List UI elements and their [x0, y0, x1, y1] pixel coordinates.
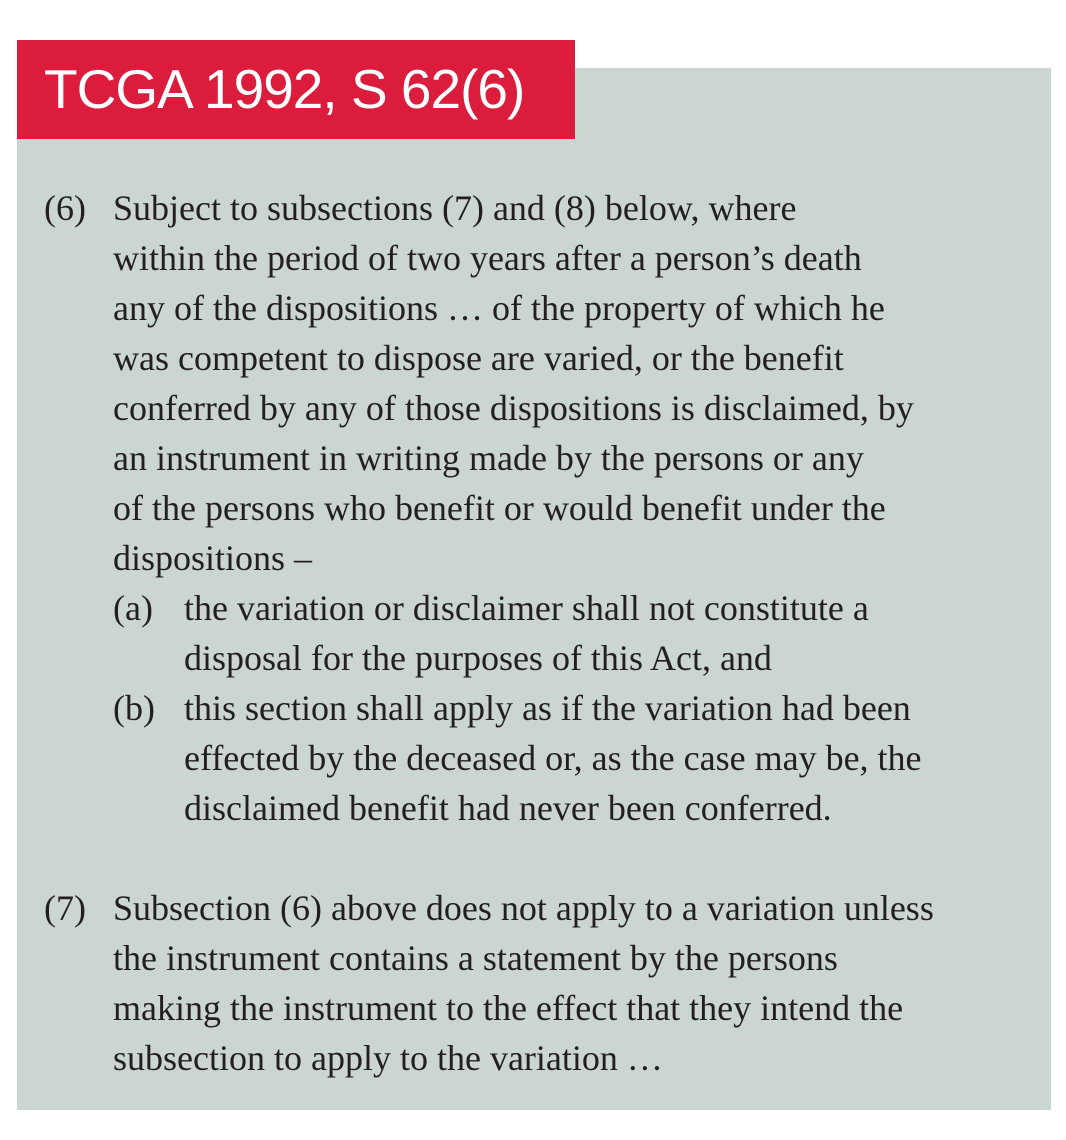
subsection-6-line: conferred by any of those dispositions is disclaimed, by	[113, 388, 914, 428]
subsection-6-line: any of the dispositions … of the property of which he	[113, 288, 885, 328]
subsection-6-line: of the persons who benefit or would benefit under the	[113, 488, 886, 528]
item-a-line: disposal for the purposes of this Act, and	[184, 638, 772, 678]
item-b-line: effected by the deceased or, as the case may be, the	[184, 738, 922, 778]
page-title: TCGA 1992, S 62(6)	[44, 58, 525, 120]
item-b-label: (b)	[113, 688, 155, 728]
subsection-7-line: making the instrument to the effect that they intend the	[113, 988, 904, 1028]
subsection-7-number: (7)	[44, 888, 86, 928]
subsection-6-line: within the period of two years after a person’s death	[113, 238, 862, 278]
subsection-6-line: an instrument in writing made by the persons or any	[113, 438, 864, 478]
title-banner	[17, 40, 575, 139]
item-b-line: this section shall apply as if the variation had been	[184, 688, 911, 728]
item-b-line: disclaimed benefit had never been conferred.	[184, 788, 832, 828]
subsection-7-line: subsection to apply to the variation …	[113, 1038, 663, 1078]
item-a-label: (a)	[113, 588, 153, 628]
item-a-line: the variation or disclaimer shall not constitute a	[184, 588, 869, 628]
subsection-6-line: Subject to subsections (7) and (8) below, where	[113, 188, 797, 228]
subsection-7-line: Subsection (6) above does not apply to a variation unless	[113, 888, 934, 928]
subsection-6-line: dispositions –	[113, 538, 313, 578]
subsection-6-number: (6)	[44, 188, 86, 228]
subsection-6-line: was competent to dispose are varied, or the benefit	[113, 338, 844, 378]
subsection-7-line: the instrument contains a statement by the persons	[113, 938, 838, 978]
